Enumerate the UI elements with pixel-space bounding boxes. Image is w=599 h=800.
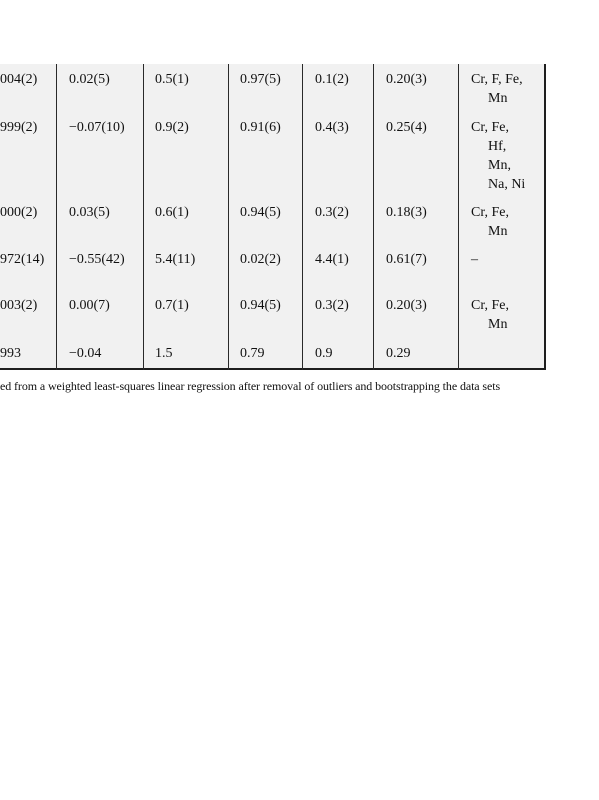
- table-cell: −0.55(42): [69, 252, 125, 267]
- table-cell: 0.29: [386, 346, 411, 361]
- table-cell: −0.04: [69, 346, 102, 361]
- column-divider: [373, 64, 374, 370]
- table-cell-elements: [471, 203, 509, 241]
- table-cell: 0.20(3): [386, 298, 427, 313]
- table-cell: 0.94(5): [240, 205, 281, 220]
- table-cell: 0.02(2): [240, 252, 281, 267]
- table-cell: 0.3(2): [315, 298, 349, 313]
- column-divider: [228, 64, 229, 370]
- element-list-line: Mn,: [488, 158, 511, 173]
- element-list-line: Cr, Fe,: [471, 298, 509, 313]
- table-cell: 993: [0, 346, 21, 361]
- table-cell: 0.97(5): [240, 72, 281, 87]
- column-divider: [458, 64, 459, 370]
- table-cell: 5.4(11): [155, 252, 196, 267]
- element-list-line: Na, Ni: [488, 177, 526, 192]
- table-cell: 0.5(1): [155, 72, 189, 87]
- table-cell: 000(2): [0, 205, 38, 220]
- table-cell: 0.9: [315, 346, 333, 361]
- table-cell: 0.91(6): [240, 120, 281, 135]
- element-list-line: Cr, F, Fe,: [471, 72, 523, 87]
- table-cell: 0.00(7): [69, 298, 110, 313]
- element-list-line: Mn: [488, 317, 508, 332]
- table-cell: 0.94(5): [240, 298, 281, 313]
- table-cell: 972(14): [0, 252, 45, 267]
- table-cell: 0.4(3): [315, 120, 349, 135]
- table-cell: 0.79: [240, 346, 265, 361]
- element-list-line: Hf,: [488, 139, 507, 154]
- table-cell: 4.4(1): [315, 252, 349, 267]
- table-cell: 0.6(1): [155, 205, 189, 220]
- table-cell: 0.20(3): [386, 72, 427, 87]
- table-cell: 0.18(3): [386, 205, 427, 220]
- element-list-line: –: [471, 252, 478, 267]
- column-divider: [143, 64, 144, 370]
- table-footnote: ed from a weighted least-squares linear regression after removal of outliers and bootstrapping the data sets: [0, 379, 501, 393]
- element-list-line: Cr, Fe,: [471, 120, 509, 135]
- table-cell: 0.02(5): [69, 72, 110, 87]
- table-cell-elements: [471, 118, 525, 194]
- column-divider: [56, 64, 57, 370]
- table-cell: 999(2): [0, 120, 38, 135]
- table-cell-elements: [471, 70, 523, 108]
- table-cell: 0.25(4): [386, 120, 427, 135]
- table-cell: 0.03(5): [69, 205, 110, 220]
- table-cell: 0.3(2): [315, 205, 349, 220]
- table-cell: 0.1(2): [315, 72, 349, 87]
- table-cell: 004(2): [0, 72, 38, 87]
- column-divider: [302, 64, 303, 370]
- element-list-line: Mn: [488, 91, 508, 106]
- table-cell: 003(2): [0, 298, 38, 313]
- table-cell: 0.7(1): [155, 298, 189, 313]
- table-cell: −0.07(10): [69, 120, 125, 135]
- table-cell: 0.61(7): [386, 252, 427, 267]
- element-list-line: Cr, Fe,: [471, 205, 509, 220]
- element-list-line: Mn: [488, 224, 508, 239]
- table-cell-elements: [471, 250, 478, 269]
- table-cell: 1.5: [155, 346, 173, 361]
- table-cell: 0.9(2): [155, 120, 189, 135]
- table-cell-elements: [471, 296, 509, 334]
